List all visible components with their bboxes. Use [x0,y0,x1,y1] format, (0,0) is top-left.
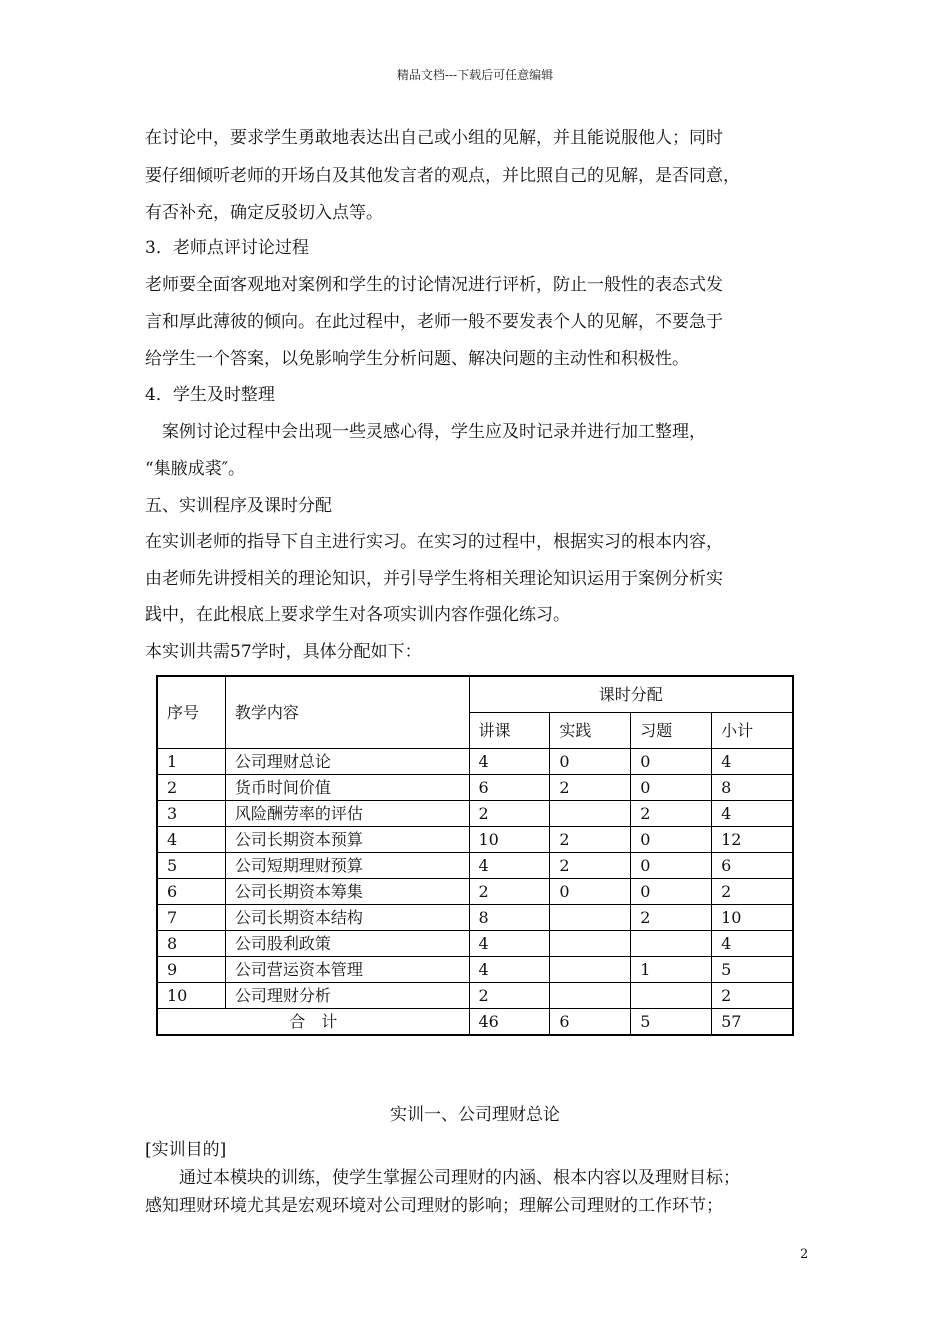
subheader-exercise: 习题 [631,713,712,749]
total-practice: 6 [550,1009,631,1036]
cell-content: 公司理财分析 [225,983,469,1009]
total-subtotal: 57 [712,1009,793,1036]
cell-lecture: 2 [469,983,550,1009]
cell-subtotal: 4 [712,801,793,827]
body-line: 要仔细倾听老师的开场白及其他发言者的观点，并比照自己的见解，是否同意， [145,166,740,186]
table-row [157,957,793,983]
cell-exercise: 0 [631,749,712,775]
body-line: 在实训老师的指导下自主进行实习。在实习的过程中，根据实习的根本内容， [145,532,723,552]
cell-no: 5 [157,853,225,879]
cell-lecture: 4 [469,931,550,957]
table-row [157,827,793,853]
body-line: 践中，在此根底上要求学生对各项实训内容作强化练习。 [145,605,570,625]
cell-subtotal: 4 [712,931,793,957]
body-line: 老师要全面客观地对案例和学生的讨论情况进行评析，防止一般性的表态式发 [145,275,723,295]
total-lecture: 46 [469,1009,550,1036]
table-row [157,801,793,827]
table-row [157,749,793,775]
cell-content: 公司长期资本预算 [225,827,469,853]
cell-subtotal: 2 [712,879,793,905]
cell-content: 公司理财总论 [225,749,469,775]
cell-exercise: 0 [631,879,712,905]
cell-subtotal: 4 [712,749,793,775]
table-row [157,853,793,879]
cell-practice: 2 [550,775,631,801]
table-row [157,775,793,801]
body-line: 本实训共需57学时，具体分配如下： [145,642,422,662]
cell-lecture: 4 [469,853,550,879]
cell-no: 7 [157,905,225,931]
table-header-row [157,676,793,713]
cell-practice [550,957,631,983]
page-header: 精品文档---下载后可任意编辑 [396,68,554,82]
cell-exercise: 2 [631,801,712,827]
cell-exercise [631,931,712,957]
header-content: 教学内容 [225,676,469,749]
cell-practice [550,931,631,957]
cell-lecture: 8 [469,905,550,931]
body-line: 感知理财环境尤其是宏观环境对公司理财的影响；理解公司理财的工作环节； [145,1196,723,1216]
cell-subtotal: 5 [712,957,793,983]
body-line: “集腋成裘″。 [145,459,246,479]
cell-practice: 0 [550,879,631,905]
subsection-heading: [实训目的] [145,1140,227,1160]
body-line: 案例讨论过程中会出现一些灵感心得，学生应及时记录并进行加工整理， [145,422,706,442]
cell-lecture: 4 [469,957,550,983]
section-heading: 3．老师点评讨论过程 [145,238,309,258]
section-heading: 五、实训程序及课时分配 [145,496,332,516]
cell-practice: 0 [550,749,631,775]
cell-exercise: 0 [631,775,712,801]
cell-subtotal: 2 [712,983,793,1009]
page-number: 2 [800,1247,809,1262]
cell-content: 公司长期资本筹集 [225,879,469,905]
cell-exercise: 0 [631,827,712,853]
cell-subtotal: 10 [712,905,793,931]
cell-content: 公司短期理财预算 [225,853,469,879]
table-total-row [157,1009,793,1036]
cell-content: 公司长期资本结构 [225,905,469,931]
table-row [157,879,793,905]
body-line: 在讨论中，要求学生勇敢地表达出自己或小组的见解，并且能说服他人；同时 [145,128,723,148]
cell-no: 9 [157,957,225,983]
cell-subtotal: 12 [712,827,793,853]
total-label: 合 计 [157,1009,469,1036]
cell-exercise: 2 [631,905,712,931]
body-line: 言和厚此薄彼的倾向。在此过程中，老师一般不要发表个人的见解，不要急于 [145,312,723,332]
subheader-lecture: 讲课 [469,713,550,749]
cell-no: 4 [157,827,225,853]
section-heading: 4．学生及时整理 [145,385,275,405]
cell-no: 2 [157,775,225,801]
cell-no: 8 [157,931,225,957]
cell-lecture: 6 [469,775,550,801]
cell-no: 1 [157,749,225,775]
cell-no: 6 [157,879,225,905]
table-row [157,983,793,1009]
header-no: 序号 [157,676,225,749]
body-line: 由老师先讲授相关的理论知识，并引导学生将相关理论知识运用于案例分析实 [145,569,723,589]
cell-content: 货币时间价值 [225,775,469,801]
cell-content: 风险酬劳率的评估 [225,801,469,827]
section-title: 实训一、公司理财总论 [390,1105,560,1125]
cell-lecture: 10 [469,827,550,853]
total-exercise: 5 [631,1009,712,1036]
cell-content: 公司股利政策 [225,931,469,957]
subheader-practice: 实践 [550,713,631,749]
cell-practice: 2 [550,853,631,879]
cell-lecture: 2 [469,801,550,827]
cell-lecture: 4 [469,749,550,775]
cell-subtotal: 8 [712,775,793,801]
cell-no: 3 [157,801,225,827]
cell-practice: 2 [550,827,631,853]
table-row [157,905,793,931]
cell-content: 公司营运资本管理 [225,957,469,983]
hours-allocation-table [156,675,794,1036]
body-line: 给学生一个答案，以免影响学生分析问题、解决问题的主动性和积极性。 [145,349,689,369]
header-group: 课时分配 [469,676,793,713]
cell-lecture: 2 [469,879,550,905]
cell-exercise: 1 [631,957,712,983]
cell-subtotal: 6 [712,853,793,879]
cell-practice [550,905,631,931]
body-line: 有否补充，确定反驳切入点等。 [145,203,383,223]
cell-practice [550,801,631,827]
subheader-subtotal: 小计 [712,713,793,749]
cell-exercise: 0 [631,853,712,879]
cell-practice [550,983,631,1009]
table-row [157,931,793,957]
body-line: 通过本模块的训练，使学生掌握公司理财的内涵、根本内容以及理财目标； [145,1168,740,1188]
cell-no: 10 [157,983,225,1009]
cell-exercise [631,983,712,1009]
